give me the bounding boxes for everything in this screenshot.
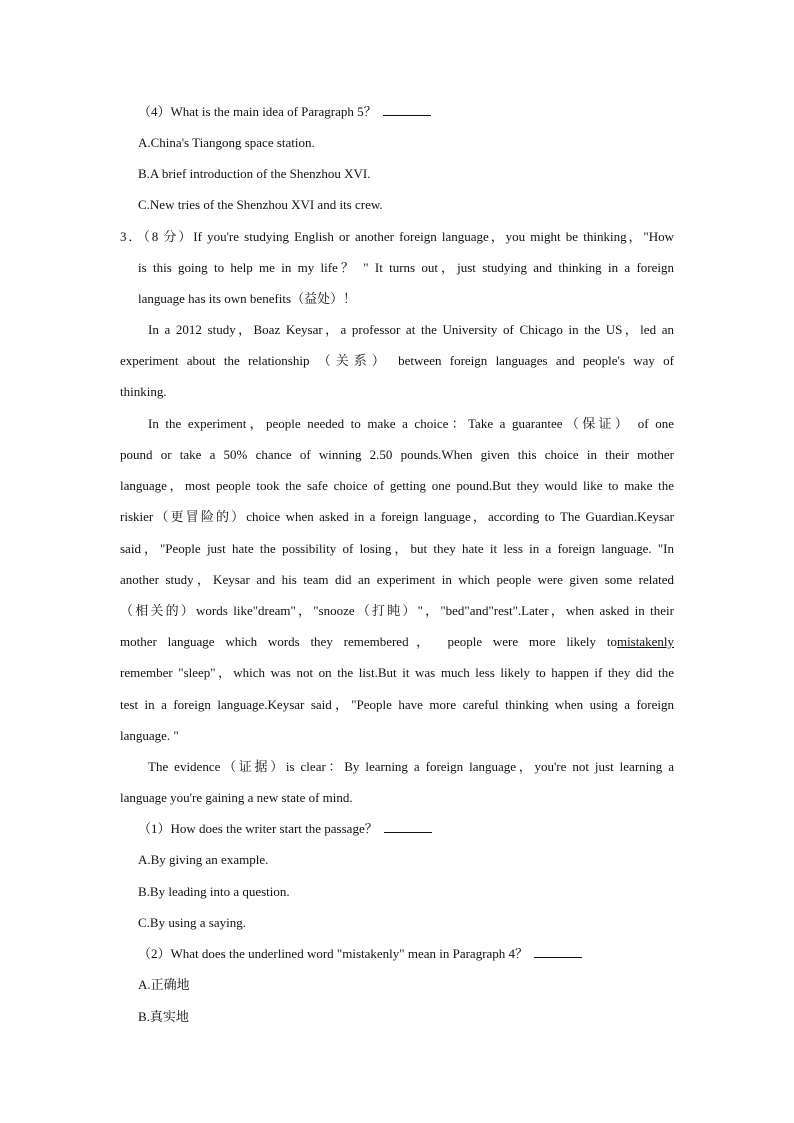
paragraph-2-line-1: In a 2012 study，Boaz Keysar，a professor at the University of Chicago in the US，led an	[148, 322, 674, 337]
question-3-line-1: 3．（8 分）If you're studying English or another foreign language，you might be thinking，"How	[120, 229, 674, 244]
paragraph-3-line-11: language. "	[120, 728, 179, 743]
sub-question-2-prompt: （2）What does the underlined word "mistakenly" mean in Paragraph 4？	[138, 946, 582, 962]
option-a: A.China's Tiangong space station.	[138, 135, 315, 150]
sub1-option-b: B.By leading into a question.	[138, 884, 290, 899]
question-4-prompt: （4）What is the main idea of Paragraph 5？	[138, 104, 431, 120]
paragraph-4-line-2: language you're gaining a new state of mind.	[120, 790, 353, 805]
paragraph-4-line-1: The evidence（证据）is clear：By learning a foreign language，you're not just learning a	[148, 759, 674, 774]
paragraph-3-line-8: mother language which words they remembered， people were more likely to mistakenly	[120, 634, 674, 649]
paragraph-3-line-9: remember "sleep"，which was not on the list.But it was much less likely to happen if they did the	[120, 665, 674, 680]
paragraph-2-line-3: thinking.	[120, 384, 167, 399]
paragraph-3-line-3: language，most people took the safe choice of getting one pound.But they would like to make the	[120, 478, 674, 493]
sub2-option-a: A.正确地	[138, 977, 190, 992]
answer-blank	[383, 104, 431, 116]
paragraph-3-line-6: another study，Keysar and his team did an experiment in which people were given some related	[120, 572, 674, 587]
paragraph-3-line-4: riskier（更冒险的）choice when asked in a foreign language，according to The Guardian.Keysar	[120, 509, 674, 524]
option-b: B.A brief introduction of the Shenzhou XVI.	[138, 166, 371, 181]
sub-question-1-prompt: （1）How does the writer start the passage？	[138, 821, 432, 837]
paragraph-2-line-2: experiment about the relationship （关系） between foreign languages and people's way of	[120, 353, 674, 368]
question-3-line-2: is this going to help me in my life？ " It turns out，just studying and thinking in a foreign	[138, 260, 674, 275]
underlined-word: mistakenly	[616, 634, 674, 649]
sub1-option-a: A.By giving an example.	[138, 852, 269, 867]
sub1-option-c: C.By using a saying.	[138, 915, 246, 930]
question-3-line-3: language has its own benefits（益处）！	[138, 291, 357, 306]
paragraph-3-line-10: test in a foreign language.Keysar said，"People have more careful thinking when using a foreign	[120, 697, 674, 712]
answer-blank	[384, 821, 432, 833]
option-c: C.New tries of the Shenzhou XVI and its crew.	[138, 197, 383, 212]
sub2-option-b: B.真实地	[138, 1009, 189, 1024]
paragraph-3-line-2: pound or take a 50% chance of winning 2.50 pounds.When given this choice in their mother	[120, 447, 674, 462]
answer-blank	[534, 946, 582, 958]
paragraph-3-line-7: （相关的）words like"dream"，"snooze（打盹）"，"bed"and"rest".Later，when asked in their	[120, 603, 674, 618]
paragraph-3-line-5: said，"People just hate the possibility of losing，but they hate it less in a foreign language. "In	[120, 541, 674, 556]
paragraph-3-line-1: In the experiment，people needed to make a choice：Take a guarantee（保证） of one	[148, 416, 674, 431]
